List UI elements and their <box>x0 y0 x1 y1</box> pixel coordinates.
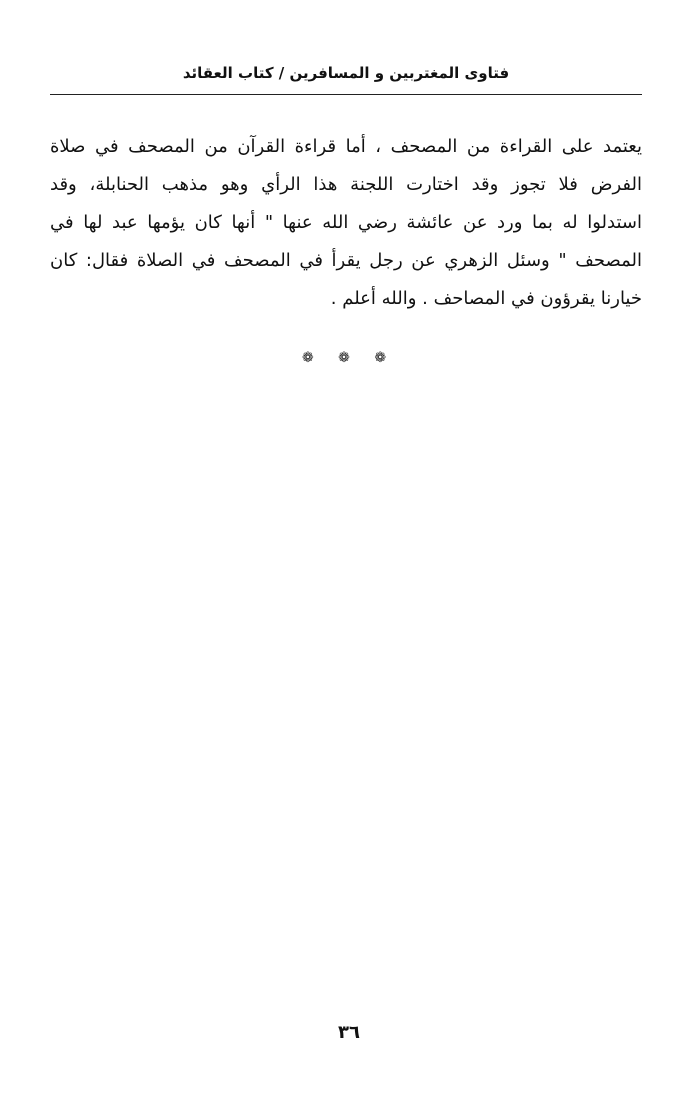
text-line: المصحف " وسئل الزهري عن رجل يقرأ في المصحف في الصلاة فقال: كان <box>50 250 642 271</box>
page-number: ٣٦ <box>338 1022 360 1043</box>
running-header: فتاوى المغتربين و المسافرين / كتاب العقائد <box>182 64 510 82</box>
text-line: خيارنا يقرؤون في المصاحف . والله أعلم . <box>330 288 642 309</box>
text-line: الفرض فلا تجوز وقد اختارت اللجنة هذا الرأي وهو مذهب الحنابلة، وقد <box>50 174 642 195</box>
text-line: استدلوا له بما ورد عن عائشة رضي الله عنها " أنها كان يؤمها عبد لها في <box>50 212 642 233</box>
body-text <box>50 128 642 318</box>
section-end-ornaments: ❁ ❁ ❁ <box>301 350 397 366</box>
text-line: يعتمد على القراءة من المصحف ، أما قراءة القرآن من المصحف في صلاة <box>50 136 642 157</box>
header-divider <box>50 94 642 95</box>
